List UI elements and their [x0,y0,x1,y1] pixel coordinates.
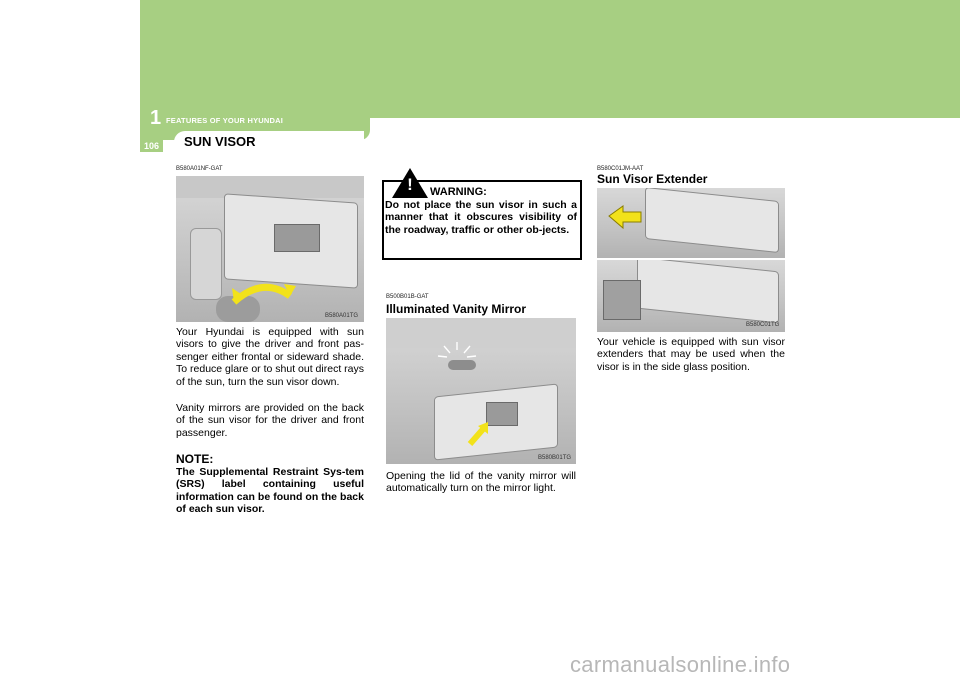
extender-section-code: B580C01JM-AAT [597,166,644,172]
extender-photo-top [597,188,785,258]
vanity-paragraph: Vanity mirrors are provided on the back of the sun visor for the driver and front passenger. [176,402,364,439]
watermark: carmanualsonline.info [570,652,791,677]
light-glow-icon [434,340,480,370]
exclamation-icon: ! [407,175,413,194]
extender-paragraph: Your vehicle is equipped with sun visor extenders that may be used when the visor is in the side glass position. [597,336,785,373]
warning-text: Do not place the sun visor in such a manner that it obscures visibility of the roadway, traffic or other ob-jects. [385,199,577,236]
note-text: The Supplemental Restraint Sys-tem (SRS) label containing useful information can be found on the back of each sun visor. [176,466,364,516]
sun-visor-photo [176,176,364,322]
extender-title: Sun Visor Extender [597,172,708,186]
chapter-title: FEATURES OF YOUR HYUNDAI [166,116,284,125]
warning-title: WARNING: [430,186,487,198]
image-code: B580A01TG [325,313,359,319]
page-number: 106 [140,140,163,152]
mirror-paragraph: Opening the lid of the vanity mirror will automatically turn on the mirror light. [386,470,576,495]
rotate-arrow-icon [228,272,298,312]
mirror-section-code: B500B01B-GAT [386,294,429,300]
extender-image-code: B580C01TG [746,322,780,328]
mirror-image-code: B580B01TG [538,455,572,461]
open-lid-arrow-icon [460,416,500,450]
slide-left-arrow-icon [605,202,645,232]
intro-paragraph: Your Hyundai is equipped with sun visors to give the driver and front pas-senger either frontal or sideward shade. To reduce glare or to shut out direct rays of the sun, turn the sun visor down. [176,326,364,388]
header-band [140,0,960,118]
chapter-number: 1 [150,107,162,129]
mirror-title: Illuminated Vanity Mirror [386,302,527,316]
vanity-mirror-photo [386,318,576,464]
note-title: NOTE: [176,452,214,466]
section-code: B580A01NF-GAT [176,166,223,172]
section-title: SUN VISOR [184,134,256,149]
